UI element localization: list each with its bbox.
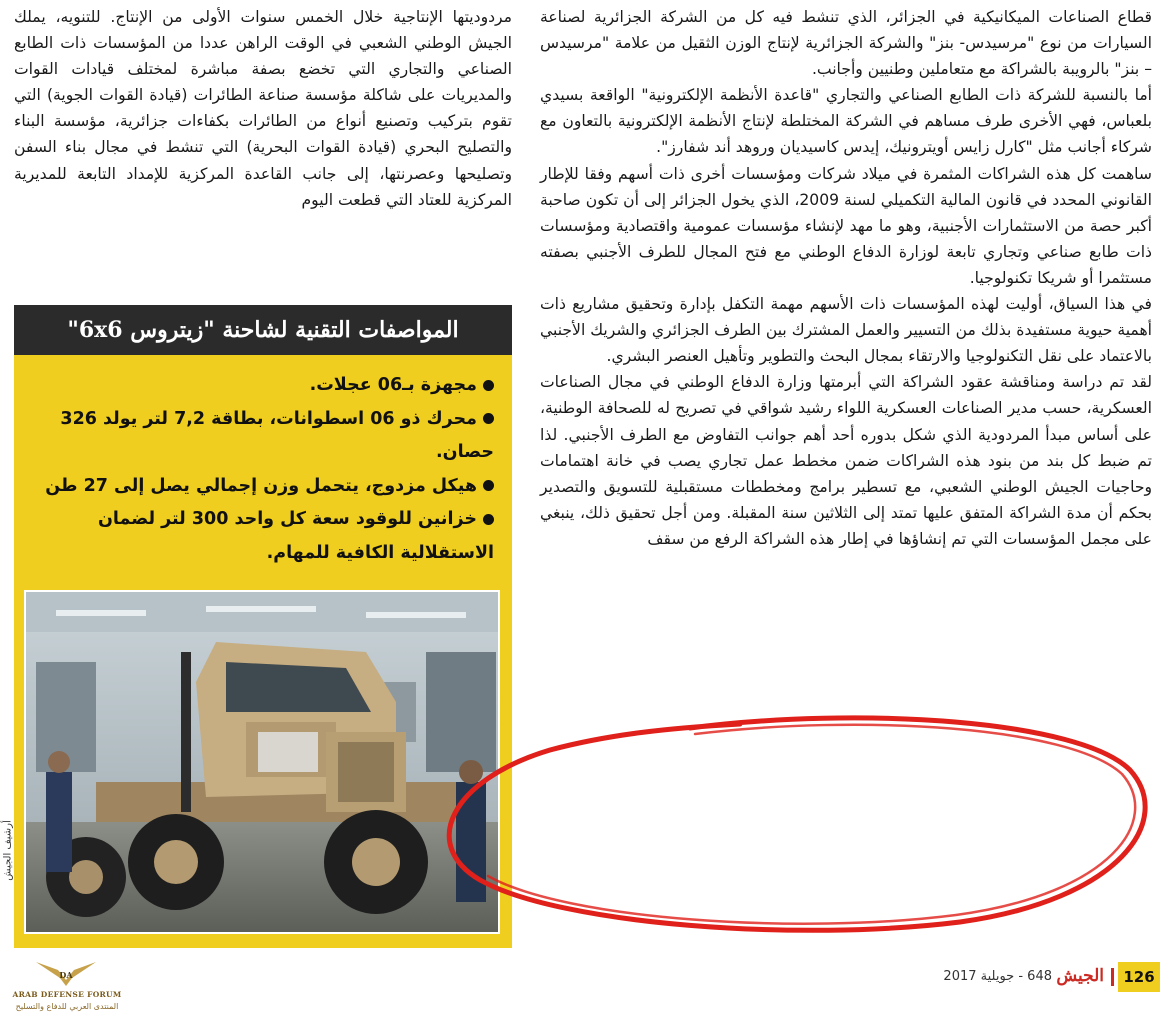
truck-photo bbox=[24, 590, 500, 934]
paragraph: مردوديتها الإنتاجية خلال الخمس سنوات الأولى من الإنتاج. للتنويه، يملك الجيش الوطني الشعبي في الوقت الراهن عددا من المؤسسات ذات الطابع الصناعي والتجاري التي تخضع بصفة مباشرة لمختلف قيادات القوات والمديريات على شاكلة مؤسسة صناعة الطائرات (قيادة القوات الجوية) التي تقوم بتركيب وتصنيع أنواع من الطائرات بكفاءات جزائرية، مؤسسة البناء والتصليح البحري (قيادة القوات البحرية) التي تنشط في مجال بناء السفن وتصليحها وعصرنتها، إلى جانب القاعدة المركزية للإمداد التابعة للمديرية المركزية للعتاد التي قطعت اليوم bbox=[14, 8, 512, 209]
specs-item bbox=[24, 503, 494, 570]
specs-title: المواصفات التقنية لشاحنة "زيتروس 6x6" bbox=[14, 305, 512, 355]
truck-illustration bbox=[26, 592, 498, 932]
logo-letters: DA bbox=[59, 970, 73, 980]
magazine-name: الجيش bbox=[1056, 966, 1104, 986]
issue-info: 648 - جويلية 2017 bbox=[943, 969, 1052, 984]
specs-item-text: مجهزة بـ06 عجلات. bbox=[309, 375, 477, 395]
paragraph: أما بالنسبة للشركة ذات الطابع الصناعي والتجاري "قاعدة الأنظمة الإلكترونية" الواقعة بسيدي بلعباس، فهي الأخرى طرف مساهم في الشركة المختلطة لإنتاج الأنظمة الإلكترونية بالتعاون مع شركاء أجانب مثل "كارل زايس أويترونيك، إيدس كاسيديان وروهد أند شفارز". bbox=[540, 86, 1152, 157]
annotation-ellipse bbox=[440, 710, 1160, 935]
paragraph: لقد تم دراسة ومناقشة عقود الشراكة التي أبرمتها وزارة الدفاع الوطني في مجال الصناعات العسكرية، حسب مدير الصناعات العسكرية اللواء رشيد شواقي في تصريح له للصحافة الوطنية، على أساس مبدأ المردودية الذي شكل بدوره أحد أهم جوانب التفاوض مع الطرف الأجنبي. لذا تم ضبط كل بند من بنود هذه الشراكات ضمن مخطط عمل تجاري يصب في خانة اهتمامات وحاجيات الجيش الوطني الشعبي، مع تسطير برامج ومخططات مستقبلية للتسويق والتصدير بحكم أن مدة الشراكة المتفق عليها تمتد إلى الثلاثين سنة المقبلة. ومن أجل تحقيق ذلك، ينبغي على مجمل المؤسسات التي تم إنشاؤها في إطار هذه الشراكة الرفع من سقف bbox=[540, 373, 1152, 548]
article-right-column bbox=[540, 4, 1152, 552]
bullet-icon bbox=[483, 413, 494, 424]
specs-list bbox=[14, 355, 512, 570]
bullet-icon bbox=[483, 380, 494, 391]
specs-item bbox=[24, 369, 494, 403]
specs-item bbox=[24, 470, 494, 504]
page-number: 126 bbox=[1118, 962, 1160, 992]
specs-item-text: خزانين للوقود سعة كل واحد 300 لتر لضمان الاستقلالية الكافية للمهام. bbox=[98, 509, 494, 563]
photo-credit-text: أرشيف الجيش bbox=[2, 820, 14, 881]
forum-logo-icon bbox=[34, 958, 98, 988]
specs-item-text: محرك ذو 06 اسطوانات، بطاقة 7,2 لتر يولد 326 حصان. bbox=[60, 408, 494, 462]
paragraph: ساهمت كل هذه الشراكات المثمرة في ميلاد شركات ومؤسسات أخرى ذات أسهم وفقا للإطار القانوني المحدد في قانون المالية التكميلي لسنة 2009، الذي يخول الجزائر إلى أن تكون صاحبة أكبر حصة من الاستثمارات الأجنبية، وهو ما مهد لإنشاء مؤسسات عمومية واقتصادية ومؤسسات ذات طابع صناعي وتجاري تابعة لوزارة الدفاع الوطني مع فتح المجال للطرف الأجنبي بصفته مستثمرا أو شريكا تكنولوجيا. bbox=[540, 164, 1152, 287]
bullet-icon bbox=[483, 514, 494, 525]
specs-item-text: هيكل مزدوج، يتحمل وزن إجمالي يصل إلى 27 طن bbox=[45, 475, 477, 496]
watermark-title: ARAB DEFENSE FORUM bbox=[12, 990, 122, 999]
bullet-icon bbox=[483, 480, 494, 491]
watermark-subtitle: المنتدى العربي للدفاع والتسليح bbox=[15, 1002, 119, 1011]
photo-credit bbox=[0, 780, 16, 930]
paragraph: قطاع الصناعات الميكانيكية في الجزائر، الذي تنشط فيه كل من الشركة الجزائرية لصناعة السيارات من نوع "مرسيدس- بنز" والشركة الجزائرية لإنتاج الوزن الثقيل من علامة "مرسيدس – بنز" بالرويبة بالشراكة مع متعاملين وطنيين وأجانب. bbox=[540, 8, 1152, 79]
paragraph: في هذا السياق، أوليت لهذه المؤسسات ذات الأسهم مهمة التكفل بإدارة وتحقيق مشاريع ذات أهمية حيوية مستفيدة بذلك من التسيير والعمل المشترك بين الطرف الجزائري والشريك الأجنبي بالاعتماد على نقل التكنولوجيا والارتقاء بمجال البحث والتطوير وتأهيل العنصر البشري. bbox=[540, 295, 1152, 366]
watermark bbox=[2, 958, 132, 1014]
footer-divider bbox=[1111, 968, 1114, 986]
specs-item bbox=[24, 403, 494, 470]
article-left-column bbox=[14, 4, 512, 213]
page-footer bbox=[800, 962, 1160, 992]
